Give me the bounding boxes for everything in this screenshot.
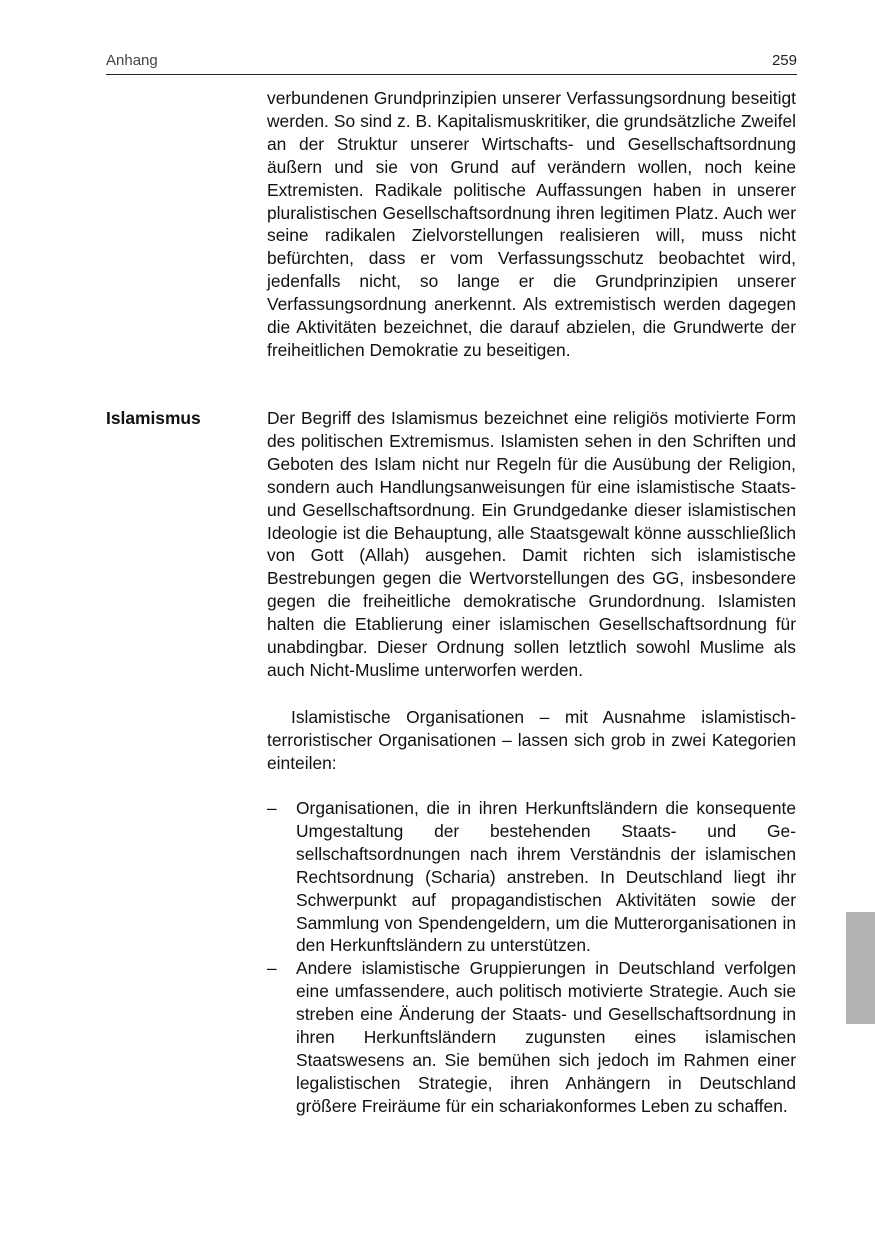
paragraph-islamismus-definition: Der Begriff des Islamismus bezeichnet eine religiös motivierte Form des politischen Extremismus. Islamisten sehen in den Schriften und Geboten des Islam nicht nur Regeln für die Ausübung der Religion, sondern auch Handlungsanweisungen für eine islamistische Staats- und Gesellschaftsordnung. Ein Grundgedanke dieser islamistischen Ideologie ist die Behauptung, alle Staatsgewalt könne ausschließlich von Gott (Allah) ausgehen. Damit richten sich islamistische Bestrebungen gegen die Wertvorstellungen des GG, insbesondere gegen die freiheitliche demokratische Grundordnung. Islamisten halten die Etablierung einer islamischen Gesellschaftsordnung für unabdingbar. Dieser Ordnung sollen letztlich sowohl Muslime als auch Nicht-Muslime unterworfen werden. [267, 408, 796, 680]
paragraph-organisation-categories: Islamistische Organisationen – mit Ausnahme islamistisch-terroristischer Organisationen – lassen sich grob in zwei Kategorien einteilen: [267, 707, 796, 773]
list-item [267, 797, 796, 957]
paragraph-continued: verbundenen Grundprinzipien unserer Verfassungsordnung beseitigt werden. So sind z. B. Kapitalismuskritiker, die grundsätzliche Zweifel an der Struktur unserer Wirtschafts- und Gesellschaftsordnung äußern und sie von Grund auf verändern wollen, noch keine Extremisten. Radikale politische Auffassungen haben in unserer pluralistischen Gesellschaftsordnung ihren legitimen Platz. Auch wer seine radikalen Zielvorstellungen realisieren will, muss nicht befürchten, dass er vom Verfassungsschutz beobachtet wird, jedenfalls nicht, so lange er die Grundprinzipien unserer Verfassungsordnung anerkennt. Als extremistisch werden dagegen die Aktivitäten bezeichnet, die darauf abzielen, die Grundwerte der freiheitlichen Demokratie zu beseitigen. [267, 88, 796, 360]
page-number: 259 [771, 52, 797, 69]
glossary-term-islamismus: Islamismus [106, 408, 201, 428]
running-header [106, 52, 797, 75]
list-item-text: Andere islamistische Gruppierungen in Deutschland verfolgen eine umfassendere, auch politisch motivierte Strategie. Auch sie streben eine Änderung der Staats- und Gesellschaftsordnung in ihren Herkunftsländern zugunsten eines islamischen Staatswesens an. Sie bemühen sich jedoch im Rahmen einer legalistischen Strategie, ihren Anhängern in Deutschland größere Freiräume für ein schariakonformes Leben zu schaffen. [296, 958, 796, 1116]
list-item [267, 957, 796, 1117]
list-item-text: Organisationen, die in ihren Herkunftsländern die konsequente Umgestaltung der bestehenden Staats- und Gesellschaftsordnungen nach ihrem Verständnis der islamischen Rechtsordnung (Scharia) anstreben. In Deutschland liegt ihr Schwerpunkt auf propagandistischen Aktivitäten sowie der Sammlung von Spendengeldern, um die Mutterorganisationen in den Herkunftsländern zu unterstützen. [296, 798, 796, 956]
dash-marker: – [267, 798, 277, 818]
section-title: Anhang [106, 52, 158, 69]
category-list [267, 797, 796, 1118]
chapter-thumb-tab [846, 912, 875, 1024]
dash-marker: – [267, 958, 277, 979]
